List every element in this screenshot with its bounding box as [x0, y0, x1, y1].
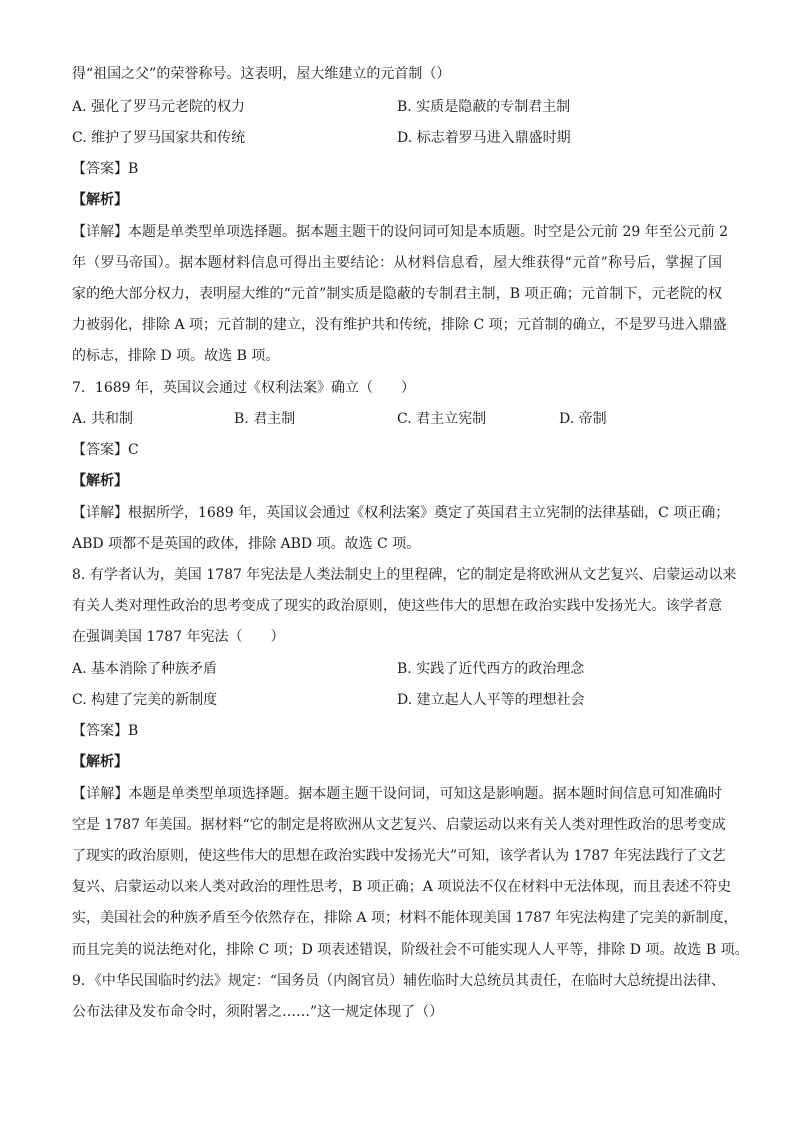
q6-option-d: D. 标志着罗马进入鼎盛时期	[397, 130, 571, 146]
q8-detail-line: 空是 1787 年美国。据材料“它的制定是将欧洲从文艺复兴、启蒙运动以来有关人类对理性政治的思考变成	[72, 817, 726, 833]
q7-stem: 7．1689 年，英国议会通过《权利法案》确立（ ）	[72, 380, 415, 396]
q9-stem-line: 9．《中华民国临时约法》规定：“国务员（内阁官员）辅佐临时大总统员其责任，在临时大总统提出法律、	[72, 973, 726, 989]
q6-option-c: C. 维护了罗马国家共和传统	[72, 130, 246, 146]
q8-answer: 【答案】B	[72, 723, 139, 739]
q8-option-c: C. 构建了完美的新制度	[72, 692, 218, 708]
q8-stem-line: 8. 有学者认为，美国 1787 年宪法是人类法制史上的里程碑，它的制定是将欧洲从文艺复兴、启蒙运动以来	[72, 567, 737, 583]
q7-option-a: A. 共和制	[72, 411, 134, 427]
q7-analysis-label: 【解析】	[72, 473, 128, 489]
q8-detail-line: 复兴、启蒙运动以来人类对政治的理性思考，B 项正确；A 项说法不仅在材料中无法体现，而且表述不符史	[72, 879, 732, 895]
q6-answer: 【答案】B	[72, 161, 139, 177]
q8-detail-line: 实，美国社会的种族矛盾至今依然存在，排除 A 项；材料不能体现美国 1787 年宪法构建了完美的新制度，	[72, 910, 738, 926]
q6-stem: 得“祖国之父”的荣誉称号。这表明，屋大维建立的元首制（）	[72, 66, 451, 82]
q6-detail-line: 的标志，排除 D 项。故选 B 项。	[72, 348, 280, 364]
q7-answer: 【答案】C	[72, 442, 139, 458]
q9-stem-line: 公布法律及发布命令时，须附署之……”这一规定体现了（）	[72, 1004, 444, 1020]
q6-detail-line: 【详解】本题是单类型单项选择题。据本题主题干的设问词可知是本质题。时空是公元前 29 年至公元前 2	[72, 224, 729, 240]
q6-option-a: A. 强化了罗马元老院的权力	[72, 99, 246, 115]
q7-detail-line: 【详解】根据所学，1689 年，英国议会通过《权利法案》奠定了英国君主立宪制的法律基础，C 项正确；	[72, 505, 730, 521]
q6-detail-line: 力被弱化，排除 A 项；元首制的建立，没有维护共和传统，排除 C 项；元首制的确立，不是罗马进入鼎盛	[72, 317, 727, 333]
q8-analysis-label: 【解析】	[72, 754, 128, 770]
q6-detail-line: 家的绝大部分权力，表明屋大维的“元首”制实质是隐蔽的专制君主制，B 项正确；元首制下，元老院的权	[72, 286, 722, 302]
q7-option-c: C. 君主立宪制	[397, 411, 487, 427]
q6-option-b: B. 实质是隐蔽的专制君主制	[397, 99, 571, 115]
q8-detail-line: 了现实的政治原则，使这些伟大的思想在政治实践中发扬光大”可知，该学者认为 1787 年宪法践行了文艺	[72, 848, 726, 864]
q8-stem-line: 有关人类对理性政治的思考变成了现实的政治原则，使这些伟大的思想在政治实践中发扬光大。该学者意	[72, 598, 722, 614]
q6-analysis-label: 【解析】	[72, 192, 128, 208]
q7-option-b: B. 君主制	[234, 411, 296, 427]
q8-option-a: A. 基本消除了种族矛盾	[72, 661, 218, 677]
q8-stem-line: 在强调美国 1787 年宪法（ ）	[72, 629, 285, 645]
q6-detail-line: 年（罗马帝国）。据本题材料信息可得出主要结论：从材料信息看，屋大维获得“元首”称号后，掌握了国	[72, 255, 722, 271]
q8-detail-line: 而且完美的说法绝对化，排除 C 项；D 项表述错误，阶级社会不可能实现人人平等，排除 D 项。故选 B 项。	[72, 942, 749, 958]
q8-option-b: B. 实践了近代西方的政治理念	[397, 661, 585, 677]
q8-detail-line: 【详解】本题是单类型单项选择题。据本题主题干设问词，可知这是影响题。据本题时间信息可知准确时	[72, 786, 722, 802]
q7-option-d: D. 帝制	[559, 411, 607, 427]
q8-option-d: D. 建立起人人平等的理想社会	[397, 692, 585, 708]
q7-detail-line: ABD 项都不是英国的政体，排除 ABD 项。故选 C 项。	[72, 536, 421, 552]
